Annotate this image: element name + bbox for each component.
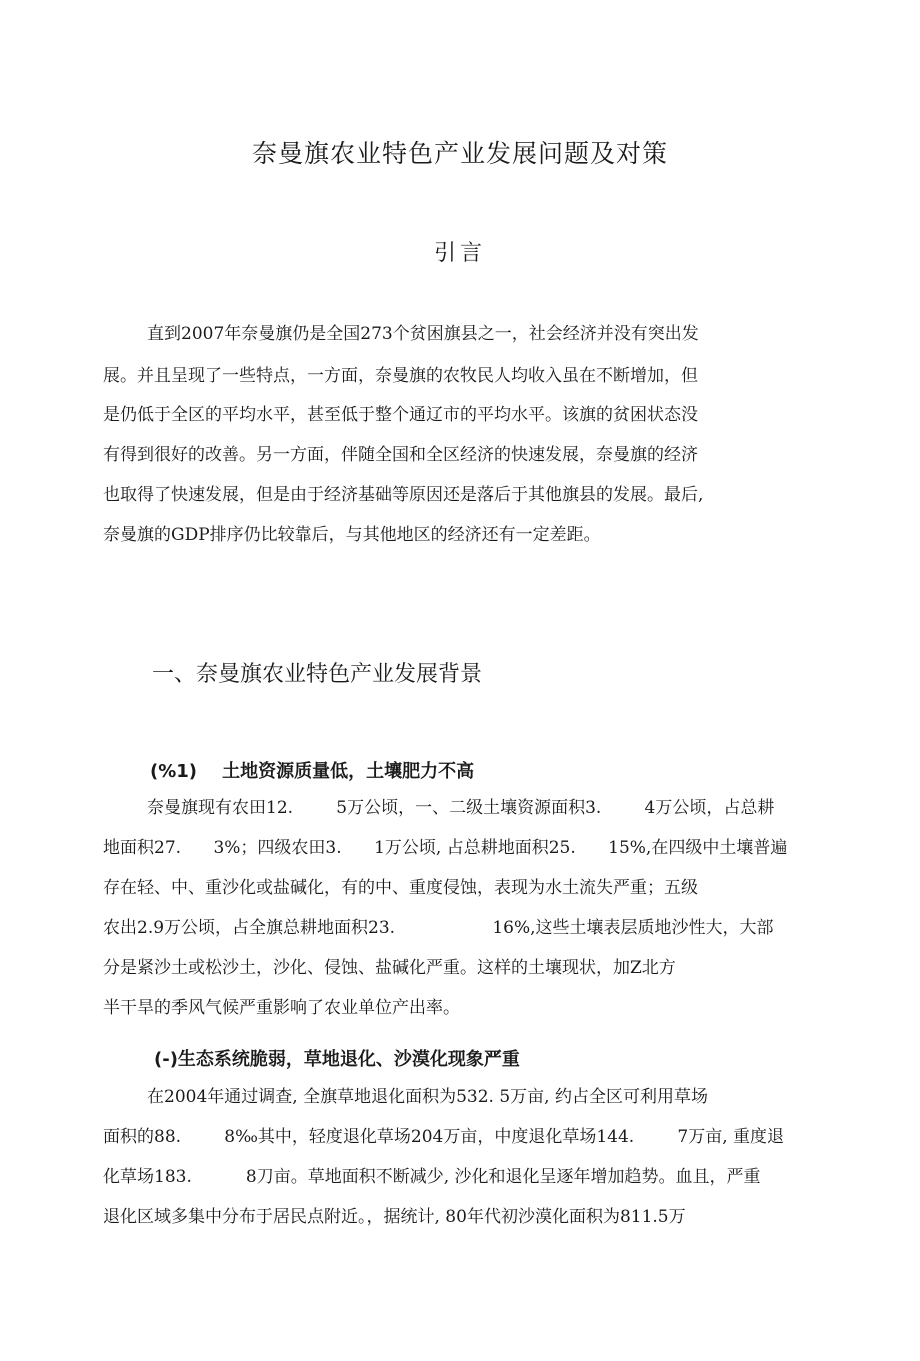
- intro-heading: 引言: [433, 241, 486, 266]
- section-heading: 一、奈曼旗农业特色产业发展背景: [152, 662, 483, 687]
- subsection-paragraph-line: 农出2.9万公顷，占全旗总耕地面积23. 16%,这些土壤表层质地沙性大，大部: [103, 918, 774, 938]
- intro-paragraph-line: 奈曼旗的GDP排序仍比较靠后，与其他地区的经济还有一定差距。: [103, 525, 601, 545]
- intro-paragraph-line: 是仍低于全区的平均水平，甚至低于整个通辽市的平均水平。该旗的贫困状态没: [103, 405, 698, 425]
- intro-paragraph-line: 有得到很好的改善。另一方面，伴随全国和全区经济的快速发展，奈曼旗的经济: [103, 445, 698, 465]
- subsection-paragraph-line: 奈曼旗现有农田12. 5万公顷，一、二级土壤资源面积3. 4万公顷，占总耕: [147, 798, 775, 818]
- intro-paragraph-line: 直到2007年奈曼旗仍是全国273个贫困旗县之一，社会经济并没有突出发: [147, 324, 699, 344]
- subsection-paragraph-line: 存在轻、中、重沙化或盐碱化，有的中、重度侵蚀，表现为水土流失严重；五级: [103, 878, 698, 898]
- subsection-paragraph-line: 退化区域多集中分布于居民点附近。，据统计, 80年代初沙漠化面积为811.5万: [103, 1207, 686, 1227]
- subsection-paragraph-line: 面积的88. 8‰其中，轻度退化草场204万亩，中度退化草场144. 7万亩, 重度退: [103, 1127, 785, 1147]
- subsection-paragraph-line: 半干旱的季风气候严重影响了农业单位产出率。: [103, 998, 460, 1018]
- intro-paragraph-line: 也取得了快速发展，但是由于经济基础等原因还是落后于其他旗县的发展。最后,: [103, 485, 704, 505]
- subsection-paragraph-line: 在2004年通过调查, 全旗草地退化面积为532. 5万亩, 约占全区可利用草场: [147, 1087, 708, 1107]
- intro-paragraph-line: 展。并且呈现了一些特点，一方面，奈曼旗的农牧民人均收入虽在不断增加，但: [103, 366, 698, 386]
- subsection-paragraph-line: 分是紧沙土或松沙土，沙化、侵蚀、盐碱化严重。这样的土壤现状，加Z北方: [103, 958, 676, 978]
- subsection-heading: (%1) 土地资源质量低，土壤肥力不高: [150, 761, 475, 782]
- subsection-heading: (-)生态系统脆弱，草地退化、沙漠化现象严重: [154, 1049, 520, 1070]
- subsection-paragraph-line: 化草场183. 8刀亩。草地面积不断减少, 沙化和退化呈逐年增加趋势。血且，严重: [103, 1167, 761, 1187]
- document-title: 奈曼旗农业特色产业发展问题及对策: [251, 139, 668, 168]
- subsection-paragraph-line: 地面积27. 3%；四级农田3. 1万公顷, 占总耕地面积25. 15%,在四级中土壤普遍: [103, 838, 788, 858]
